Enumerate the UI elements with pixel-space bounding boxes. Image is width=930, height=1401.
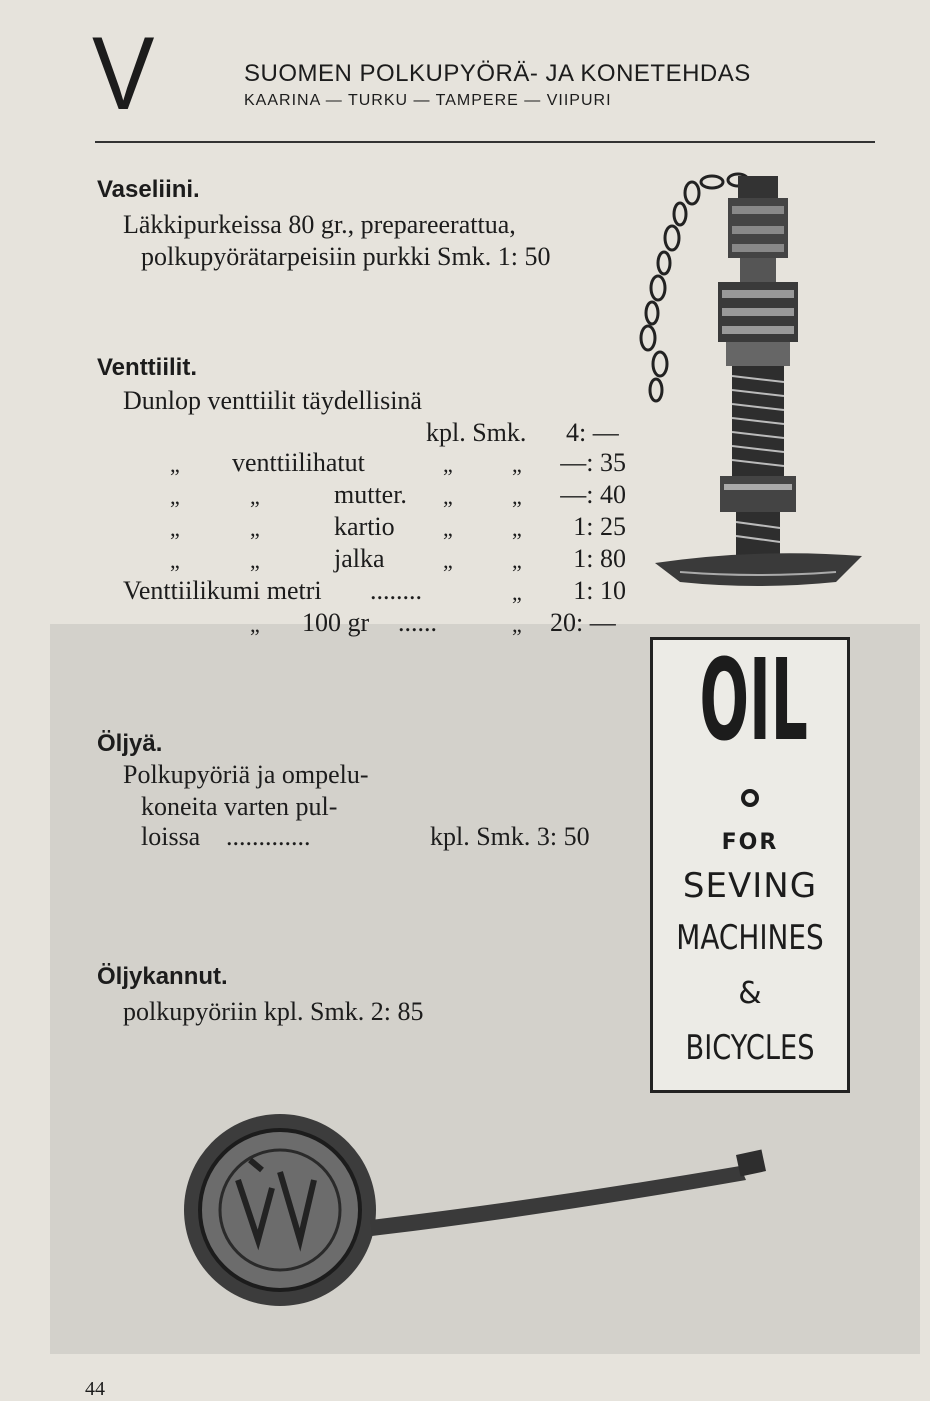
venttiilikumi-price: 1: 10: [573, 576, 626, 605]
ditto-mark: „: [170, 452, 180, 477]
section-letter: V: [92, 16, 155, 132]
ditto-mark: „: [512, 452, 522, 477]
vaseliini-line-2: polkupyörätarpeisiin purkki Smk. 1: 50: [141, 242, 551, 271]
valve-illustration: [600, 168, 890, 608]
oljya-heading: Öljyä.: [97, 730, 163, 757]
venttiilit-heading: Venttiilit.: [97, 354, 198, 381]
leader-dots: ......: [398, 608, 437, 637]
ditto-mark: „: [250, 612, 260, 637]
oil-machines: MACHINES: [676, 918, 824, 958]
ditto-mark: „: [250, 484, 260, 509]
item-price: 1: 25: [573, 512, 626, 541]
oil-can-illustration: [180, 1100, 800, 1340]
oljykannut-line-1: polkupyöriin kpl. Smk. 2: 85: [123, 997, 424, 1026]
item-label: kartio: [334, 512, 395, 541]
oljya-line-3: loissa: [141, 822, 201, 851]
ditto-mark: „: [250, 548, 260, 573]
item-label: jalka: [334, 544, 385, 573]
ditto-mark: „: [443, 516, 453, 541]
oljya-line-1: Polkupyöriä ja ompelu-: [123, 760, 369, 789]
venttiilit-price-1: 4: —: [566, 418, 619, 447]
ditto-mark: „: [170, 516, 180, 541]
item-price: —: 40: [560, 480, 626, 509]
item-price: —: 35: [560, 448, 626, 477]
venttiilikumi-label: Venttiilikumi metri: [123, 576, 322, 605]
ditto-mark: „: [170, 484, 180, 509]
oil-word: OIL: [699, 636, 808, 766]
ditto-mark: „: [512, 548, 522, 573]
item-price: 1: 80: [573, 544, 626, 573]
ditto-mark: „: [512, 580, 522, 605]
ditto-mark: „: [512, 612, 522, 637]
gr-price: 20: —: [550, 608, 616, 637]
oljya-line-2: koneita varten pul-: [141, 792, 338, 821]
venttiilit-line-1: Dunlop venttiilit täydellisinä: [123, 386, 422, 415]
ring-ornament-icon: [738, 786, 762, 810]
item-label: mutter.: [334, 480, 407, 509]
company-name: SUOMEN POLKUPYÖRÄ- JA KONETEHDAS: [244, 60, 751, 87]
vaseliini-line-1: Läkkipurkeissa 80 gr., prepareerattua,: [123, 210, 516, 239]
gr-label: 100 gr: [302, 608, 370, 637]
leader-dots: .............: [226, 822, 311, 851]
ditto-mark: „: [443, 548, 453, 573]
oil-sewing: SEVING: [682, 866, 818, 906]
venttiilit-unit: kpl. Smk.: [426, 418, 527, 447]
vaseliini-heading: Vaseliini.: [97, 176, 200, 203]
ditto-mark: „: [443, 452, 453, 477]
ditto-mark: „: [443, 484, 453, 509]
oljykannut-heading: Öljykannut.: [97, 963, 228, 990]
oil-bicycles: BICYCLES: [685, 1028, 815, 1068]
ditto-mark: „: [512, 484, 522, 509]
oil-ampersand: &: [738, 976, 762, 1011]
page-number: 44: [85, 1378, 105, 1400]
ditto-mark: „: [512, 516, 522, 541]
header-rule: [95, 141, 875, 143]
item-label: venttiilihatut: [232, 448, 365, 477]
leader-dots: ........: [370, 576, 422, 605]
ditto-mark: „: [170, 548, 180, 573]
oil-for: FOR: [721, 830, 779, 855]
ditto-mark: „: [250, 516, 260, 541]
company-cities: KAARINA — TURKU — TAMPERE — VIIPURI: [244, 92, 612, 109]
oljya-price: kpl. Smk. 3: 50: [430, 822, 590, 851]
